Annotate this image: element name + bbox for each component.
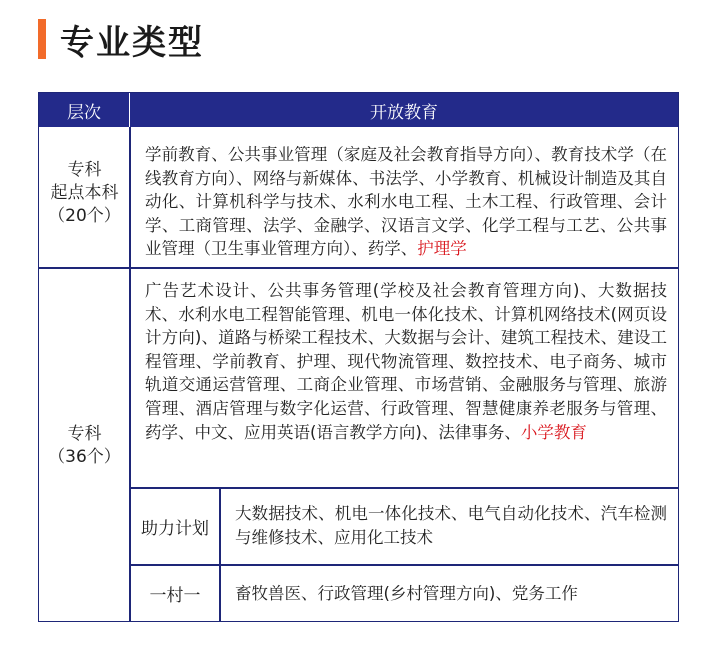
divider-sub-label-column: [219, 487, 221, 621]
majors-cell-undergrad: 学前教育、公共事业管理（家庭及社会教育指导方向）、教育技术学（在线教育方向）、网络与新媒体、书法学、小学教育、机械设计制造及其自动化、计算机科学与技术、水利水电工程、土木工程、行政管理、会计学、工商管理、法学、金融学、汉语言文学、化学工程与工艺、公共事业管理（卫生事业管理方向）、药学、护理学: [145, 145, 667, 259]
majors-cell-college: 广告艺术设计、公共事务管理(学校及社会教育管理方向)、大数据技术、水利水电工程智能管理、机电一体化技术、计算机网络技术(网页设计方向)、道路与桥梁工程技术、大数据与会计、建筑工程技术、建设工程管理、学前教育、护理、现代物流管理、数控技术、电子商务、城市轨道交通运营管理、工商企业管理、市场营销、金融服务与管理、旅游管理、酒店管理与数字化运营、行政管理、智慧健康养老服务与管理、药学、中文、应用英语(语言教学方向)、法律事务、小学教育: [145, 281, 667, 442]
table-header: [39, 93, 678, 127]
sub-majors-one-village: 畜牧兽医、行政管理(乡村管理方向)、党务工作: [235, 584, 578, 603]
page-title: 专业类型: [60, 22, 204, 63]
title-accent-bar: [38, 19, 46, 59]
divider-row-1: [39, 267, 678, 269]
sub-label-support-plan: 助力计划: [141, 518, 209, 539]
majors-table: [38, 92, 679, 622]
header-majors: 开放教育: [370, 102, 438, 123]
header-level: 层次: [39, 93, 130, 127]
section-title: [38, 14, 204, 64]
sub-majors-support-plan: 大数据技术、机电一体化技术、电气自动化技术、汽车检测与维修技术、应用化工技术: [235, 504, 667, 547]
level-cell-undergrad: 专科 起点本科 （20个）: [48, 160, 121, 226]
highlighted-major: 小学教育: [520, 422, 587, 442]
highlighted-major: 护理学: [417, 239, 467, 259]
level-cell-college: 专科 （36个）: [48, 424, 121, 467]
sub-label-one-village: 一村一: [149, 585, 201, 606]
